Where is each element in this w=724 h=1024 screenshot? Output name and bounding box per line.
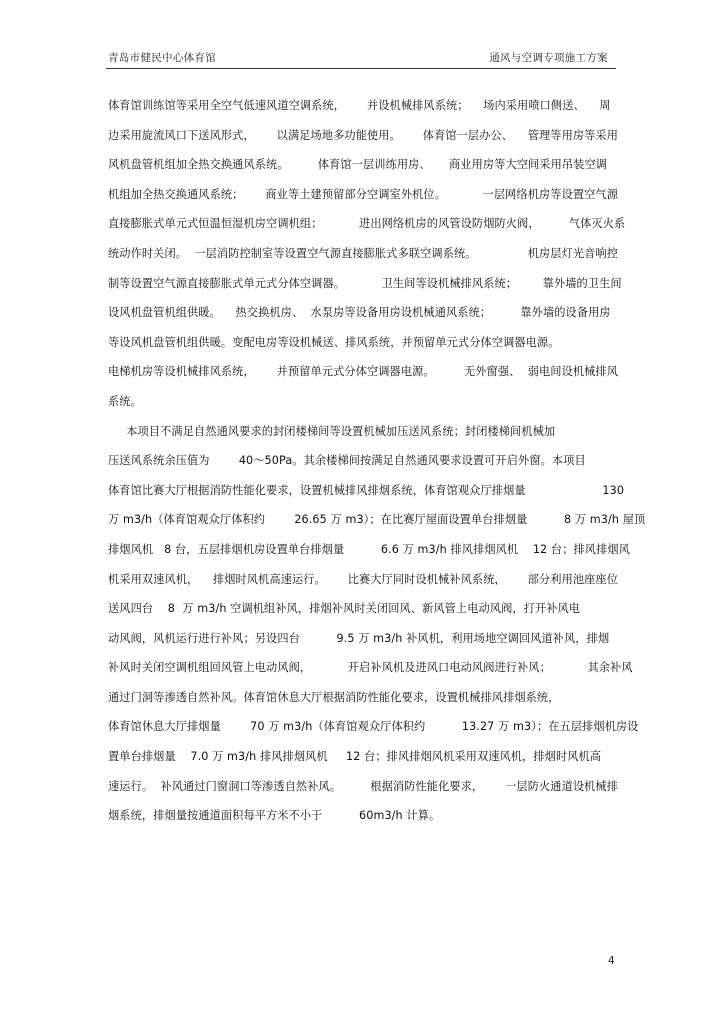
text-line: 统动作时关闭。 一层消防控制室等设置空气源直接膨胀式多联空调系统。 机房层灯光音响控 bbox=[108, 246, 619, 260]
text-line: 体育馆比赛大厅根据消防性能化要求，设置机械排风排烟系统，体育馆观众厅排烟量 130 bbox=[108, 483, 625, 497]
body-text bbox=[108, 91, 646, 831]
header-project-name: 青岛市健民中心体育馆 bbox=[108, 52, 216, 64]
text-line: 直接膨胀式单元式恒温恒湿机房空调机组； 进出网络机房的风管设防烟防火阀， 气体灭火系 bbox=[108, 217, 626, 231]
text-line: 烟系统，排烟量按通道面积每平方米不小于 60m3/h 计算。 bbox=[108, 809, 441, 823]
text-line: 压送风系统余压值为 40～50Pa。其余楼梯间按满足自然通风要求设置可开启外窗。本项目 bbox=[108, 454, 586, 468]
text-line: 体育馆训练馆等采用全空气低速风道空调系统， 并设机械排风系统； 场内采用喷口侧送、 周 bbox=[108, 99, 611, 112]
page-number: 4 bbox=[608, 955, 615, 967]
text-line: 通过门洞等渗透自然补风。体育馆休息大厅根据消防性能化要求，设置机械排风排烟系统， bbox=[108, 690, 560, 704]
text-line: 速运行。 补风通过门窗洞口等渗透自然补风。 根据消防性能化要求， 一层防火通道设机械排 bbox=[108, 779, 619, 793]
text-line: 体育馆休息大厅排烟量 70 万 m3/h（体育馆观众厅体积约 13.27 万 m3）；在五层排烟机房设 bbox=[108, 720, 639, 734]
text-line: 本项目不满足自然通风要求的封闭楼梯间等设置机械加压送风系统；封闭楼梯间机械加 bbox=[108, 424, 556, 438]
header-divider bbox=[106, 68, 616, 69]
text-line: 设风机盘管机组供暖。 热交换机房、 水泵房等设备用房设机械通风系统； 靠外墙的设备用房 bbox=[108, 306, 611, 320]
text-line: 边采用旋流风口下送风形式， 以满足场地多功能使用。 体育馆一层办公、 管理等用房等采用 bbox=[108, 128, 619, 142]
text-line: 万 m3/h（体育馆观众厅体积约 26.65 万 m3）；在比赛厅屋面设置单台排烟量 8 万 m3/h 屋顶 bbox=[108, 513, 646, 527]
text-line: 机采用双速风机， 排烟时风机高速运行。 比赛大厅同时设机械补风系统， 部分利用池座座位 bbox=[108, 572, 619, 586]
text-line: 补风时关闭空调机组回风管上电动风阀， 开启补风机及进风口电动风阀进行补风； 其余补风 bbox=[108, 661, 633, 675]
text-line: 电梯机房等设机械排风系统， 并预留单元式分体空调器电源。 无外窗强、 弱电间设机械排风 bbox=[108, 365, 619, 379]
text-line: 制等设置空气源直接膨胀式单元式分体空调器。 卫生间等设机械排风系统； 靠外墙的卫生间 bbox=[108, 276, 622, 290]
text-line: 排烟风机 8 台，五层排烟机房设置单台排烟量 6.6 万 m3/h 排风排烟风机 12 台；排风排烟风 bbox=[108, 542, 630, 556]
text-line: 机组加全热交换通风系统； 商业等土建预留部分空调室外机位。 一层网络机房等设置空气源 bbox=[108, 187, 619, 201]
text-line: 系统。 bbox=[108, 394, 142, 408]
header-document-title: 通风与空调专项施工方案 bbox=[489, 52, 608, 64]
text-line: 风机盘管机组加全热交换通风系统。 体育馆一层训练用房、 商业用房等大空间采用吊装空调 bbox=[108, 158, 608, 172]
page-header bbox=[108, 50, 616, 70]
text-line: 动风阀，风机运行进行补风；另设四台 9.5 万 m3/h 补风机，利用场地空调回风道补风，排烟 bbox=[108, 631, 610, 645]
text-line: 等设风机盘管机组供暖。变配电房等设机械送、排风系统，并预留单元式分体空调器电源。 bbox=[108, 335, 560, 349]
text-line: 送风四台 8 万 m3/h 空调机组补风，排烟补风时关闭回风、新风管上电动风阀，打开补风电 bbox=[108, 602, 581, 616]
text-line: 置单台排烟量 7.0 万 m3/h 排风排烟风机 12 台；排风排烟风机采用双速风机，排烟时风机高 bbox=[108, 750, 602, 764]
